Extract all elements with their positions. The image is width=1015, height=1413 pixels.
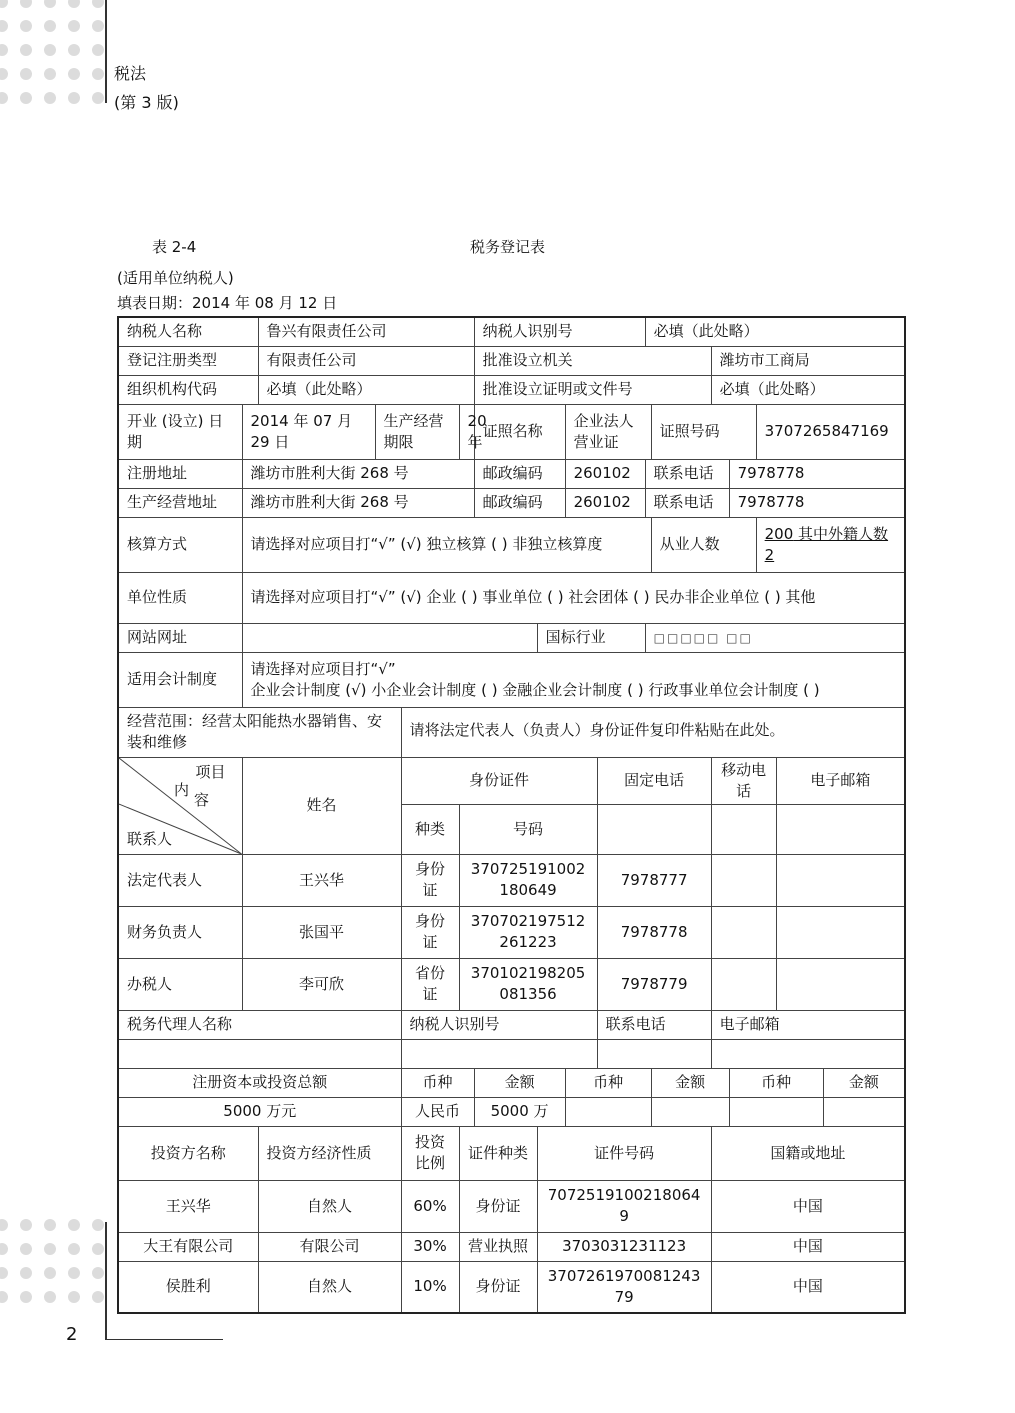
investor-name: 王兴华 <box>118 1180 258 1232</box>
approval-doc: 必填（此处略） <box>711 375 905 404</box>
capital-amount-3 <box>823 1097 905 1126</box>
taxpayer-id: 必填（此处略） <box>645 317 905 346</box>
acct-system-choices: 企业会计制度 (√) 小企业会计制度 ( ) 金融企业会计制度 ( ) 行政事业单位会计制度 ( ) <box>250 680 820 699</box>
book-title: 税法 <box>114 64 147 83</box>
approval-org: 潍坊市工商局 <box>711 346 905 375</box>
employees-foreign: 2 <box>764 545 775 564</box>
website <box>242 623 537 652</box>
amount-3-header: 金额 <box>823 1068 905 1097</box>
license-name: 企业法人营业证 <box>565 404 651 459</box>
diag-item-label: 项目 <box>195 762 226 781</box>
investor-ratio: 10% <box>401 1261 459 1313</box>
investor-doc-type: 身份证 <box>459 1261 537 1313</box>
col-id-type-header: 种类 <box>401 804 459 854</box>
id-paste-area: 请将法定代表人（负责人）身份证件复印件粘贴在此处。 <box>401 707 905 757</box>
postcode: 260102 <box>565 459 645 488</box>
acct-system-label: 适用会计制度 <box>118 652 242 707</box>
acct-system-instruction: 请选择对应项目打“√” <box>250 659 396 678</box>
agent-taxid <box>401 1039 597 1068</box>
biz-phone-label: 联系电话 <box>645 488 729 517</box>
currency-2-header: 币种 <box>565 1068 651 1097</box>
org-code: 必填（此处略） <box>258 375 474 404</box>
capital-currency-3 <box>729 1097 823 1126</box>
contact-id-number: 370102198205081356 <box>459 958 597 1010</box>
postcode-label: 邮政编码 <box>474 459 565 488</box>
table-title: 税务登记表 <box>470 238 546 256</box>
inv-ratio-header: 投资比例 <box>401 1126 459 1180</box>
contact-mobile <box>711 958 776 1010</box>
col-id-doc-header: 身份证件 <box>401 757 597 804</box>
footer-rule <box>105 1222 107 1340</box>
phone-label: 联系电话 <box>645 459 729 488</box>
table-number: 表 2-4 <box>152 238 197 256</box>
business-scope: 经营范围：经营太阳能热水器销售、安装和维修 <box>118 707 401 757</box>
license-no-label: 证照号码 <box>651 404 756 459</box>
contact-id-type: 省份证 <box>401 958 459 1010</box>
email-header-blank <box>776 804 905 854</box>
diag-rong-label: 容 <box>194 790 210 809</box>
contact-row <box>118 958 905 1010</box>
investor-doc-type: 营业执照 <box>459 1232 537 1261</box>
agent-phone-label: 联系电话 <box>597 1010 711 1039</box>
investor-nation: 中国 <box>711 1180 905 1232</box>
investor-doc-no: 70725191002180649 <box>537 1180 711 1232</box>
op-period-label: 生产经营期限 <box>375 404 459 459</box>
book-edition: (第 3 版) <box>114 93 179 112</box>
decorative-dots-bottom <box>0 1219 104 1303</box>
nature-options: 请选择对应项目打“√” (√) 企业 ( ) 事业单位 ( ) 社会团体 ( ) 民办非企业单位 ( ) 其他 <box>242 572 905 623</box>
investor-nature: 自然人 <box>258 1180 401 1232</box>
employees-total: 200 <box>764 524 794 543</box>
biz-addr-label: 生产经营地址 <box>118 488 242 517</box>
capital-label: 注册资本或投资总额 <box>118 1068 401 1097</box>
employees-foreign-label: 其中外籍人数 <box>793 524 889 543</box>
col-name-header: 姓名 <box>242 757 401 854</box>
reg-addr-label: 注册地址 <box>118 459 242 488</box>
amount-1-header: 金额 <box>474 1068 565 1097</box>
applicability-note: (适用单位纳税人) <box>117 269 234 287</box>
accounting-options: 请选择对应项目打“√” (√) 独立核算 ( ) 非独立核算度 <box>242 517 651 572</box>
inv-nature-header: 投资方经济性质 <box>258 1126 401 1180</box>
capital-currency-1: 人民币 <box>401 1097 474 1126</box>
open-date-label: 开业 (设立) 日期 <box>118 404 242 459</box>
investor-row <box>118 1180 905 1232</box>
col-id-number-header: 号码 <box>459 804 597 854</box>
open-date: 2014 年 07 月 29 日 <box>242 404 375 459</box>
contact-name: 张国平 <box>242 906 401 958</box>
investor-row <box>118 1232 905 1261</box>
taxpayer-id-label: 纳税人识别号 <box>474 317 645 346</box>
investor-name: 侯胜利 <box>118 1261 258 1313</box>
contact-landline: 7978777 <box>597 854 711 906</box>
mobile-header-blank <box>711 804 776 854</box>
landline-header-blank <box>597 804 711 854</box>
contact-name: 王兴华 <box>242 854 401 906</box>
col-mobile-header: 移动电话 <box>711 757 776 804</box>
biz-addr: 潍坊市胜利大街 268 号 <box>242 488 474 517</box>
op-period: 20 年 <box>459 404 474 459</box>
taxpayer-name: 鲁兴有限责任公司 <box>258 317 474 346</box>
capital-amount-2 <box>651 1097 729 1126</box>
tax-registration-form <box>117 316 906 1314</box>
agent-name <box>118 1039 401 1068</box>
industry-code <box>645 623 905 652</box>
approval-doc-label: 批准设立证明或文件号 <box>474 375 711 404</box>
agent-email <box>711 1039 905 1068</box>
currency-3-header: 币种 <box>729 1068 823 1097</box>
agent-email-label: 电子邮箱 <box>711 1010 905 1039</box>
investor-ratio: 30% <box>401 1232 459 1261</box>
diag-contact-label: 联系人 <box>127 829 173 848</box>
contact-row <box>118 906 905 958</box>
contact-email <box>776 958 905 1010</box>
contact-id-number: 370702197512261223 <box>459 906 597 958</box>
phone: 7978778 <box>729 459 905 488</box>
license-no: 3707265847169 <box>756 404 905 459</box>
contact-row <box>118 854 905 906</box>
org-code-label: 组织机构代码 <box>118 375 258 404</box>
investor-doc-no: 3703031231123 <box>537 1232 711 1261</box>
capital-amount-1: 5000 万 <box>474 1097 565 1126</box>
contact-email <box>776 854 905 906</box>
contact-landline: 7978779 <box>597 958 711 1010</box>
contact-mobile <box>711 906 776 958</box>
employees <box>756 517 905 572</box>
capital-currency-2 <box>565 1097 651 1126</box>
diag-nei-label: 内 <box>174 780 190 799</box>
approval-org-label: 批准设立机关 <box>474 346 711 375</box>
contact-id-number: 370725191002180649 <box>459 854 597 906</box>
employees-label: 从业人数 <box>651 517 756 572</box>
header-rule <box>105 0 107 103</box>
contact-role: 法定代表人 <box>118 854 242 906</box>
reg-type: 有限责任公司 <box>258 346 474 375</box>
contact-diagonal-header <box>118 757 242 854</box>
website-label: 网站网址 <box>118 623 242 652</box>
biz-postcode: 260102 <box>565 488 645 517</box>
taxpayer-name-label: 纳税人名称 <box>118 317 258 346</box>
investor-nation: 中国 <box>711 1232 905 1261</box>
biz-phone: 7978778 <box>729 488 905 517</box>
page-number: 2 <box>66 1324 78 1345</box>
amount-2-header: 金额 <box>651 1068 729 1097</box>
investor-nation: 中国 <box>711 1261 905 1313</box>
reg-addr: 潍坊市胜利大街 268 号 <box>242 459 474 488</box>
footer-underline <box>105 1339 223 1340</box>
contact-id-type: 身份证 <box>401 854 459 906</box>
contact-name: 李可欣 <box>242 958 401 1010</box>
contact-landline: 7978778 <box>597 906 711 958</box>
contact-mobile <box>711 854 776 906</box>
investor-name: 大王有限公司 <box>118 1232 258 1261</box>
capital-total: 5000 万元 <box>118 1097 401 1126</box>
contact-role: 办税人 <box>118 958 242 1010</box>
agent-name-label: 税务代理人名称 <box>118 1010 401 1039</box>
inv-doc-no-header: 证件号码 <box>537 1126 711 1180</box>
biz-postcode-label: 邮政编码 <box>474 488 565 517</box>
contact-role: 财务负责人 <box>118 906 242 958</box>
decorative-dots-top <box>0 0 104 104</box>
nature-label: 单位性质 <box>118 572 242 623</box>
agent-taxid-label: 纳税人识别号 <box>401 1010 597 1039</box>
currency-1-header: 币种 <box>401 1068 474 1097</box>
investor-ratio: 60% <box>401 1180 459 1232</box>
agent-phone <box>597 1039 711 1068</box>
col-email-header: 电子邮箱 <box>776 757 905 804</box>
industry-label: 国标行业 <box>537 623 645 652</box>
license-name-label: 证照名称 <box>474 404 565 459</box>
accounting-label: 核算方式 <box>118 517 242 572</box>
acct-system-options <box>242 652 905 707</box>
col-landline-header: 固定电话 <box>597 757 711 804</box>
contact-email <box>776 906 905 958</box>
contact-id-type: 身份证 <box>401 906 459 958</box>
inv-doc-type-header: 证件种类 <box>459 1126 537 1180</box>
fill-date: 填表日期：2014 年 08 月 12 日 <box>117 294 338 312</box>
inv-nation-header: 国籍或地址 <box>711 1126 905 1180</box>
reg-type-label: 登记注册类型 <box>118 346 258 375</box>
inv-name-header: 投资方名称 <box>118 1126 258 1180</box>
industry-code-boxes: □□□□□ □□ <box>653 630 753 645</box>
investor-doc-type: 身份证 <box>459 1180 537 1232</box>
investor-row <box>118 1261 905 1313</box>
investor-nature: 有限公司 <box>258 1232 401 1261</box>
investor-nature: 自然人 <box>258 1261 401 1313</box>
investor-doc-no: 370726197008124379 <box>537 1261 711 1313</box>
